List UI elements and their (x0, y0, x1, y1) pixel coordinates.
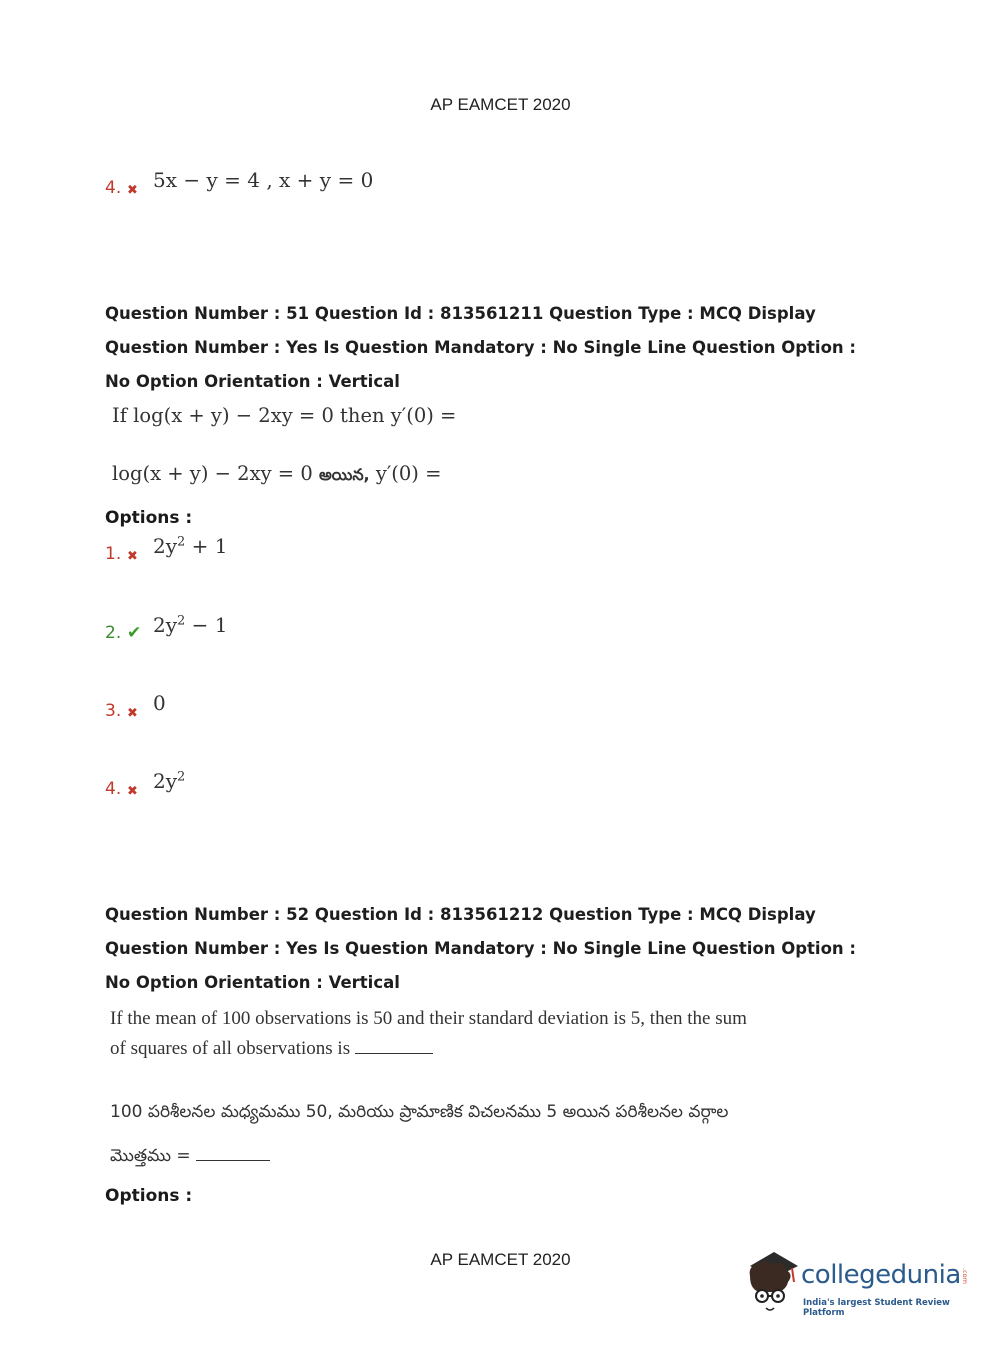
answer-blank (355, 1035, 433, 1054)
q51-expr-te: log(x + y) − 2xy = 0 (112, 462, 313, 485)
q51-then: then (333, 404, 391, 427)
option-math: 0 (153, 691, 166, 715)
q52-english-text: If the mean of 100 observations is 50 and their standard deviation is 5, then the sum of squares of all observations is (110, 1008, 747, 1059)
q51-english (112, 404, 456, 427)
q51-rhs-te: y′(0) = (375, 462, 442, 485)
q52-meta: Question Number : 52 Question Id : 813561212 Question Type : MCQ Display Question Number : Yes Is Question Mandatory : No Single Line Question Option : No Option Orientation : Vertical (105, 905, 857, 992)
mascot-icon (742, 1246, 802, 1316)
logo-tagline: India's largest Student Review Platform (803, 1298, 950, 1318)
cross-icon: ✖ (127, 182, 138, 197)
option-number: 4. (105, 178, 122, 198)
option-math: $2y^2 + 1$ (153, 534, 228, 558)
answer-blank (196, 1142, 270, 1161)
option-number: 3. (105, 701, 122, 721)
logo-brand: collegedunia (801, 1260, 961, 1290)
q52-english (110, 1004, 750, 1064)
q52-telugu-text: 100 పరిశీలనల మధ్యమము 50, మరియు ప్రామాణిక విచలనము 5 అయిన పరిశీలనల వర్గాల మొత్తము = (110, 1102, 729, 1166)
option-1 (105, 534, 228, 564)
page-footer: AP EAMCET 2020 (430, 1250, 571, 1269)
cross-icon: ✖ (127, 783, 138, 798)
collegedunia-logo (742, 1246, 972, 1326)
logo-suffix: .com (961, 1268, 969, 1284)
prev-option-4 (105, 168, 374, 198)
option-2 (105, 613, 228, 643)
check-icon: ✔ (127, 623, 142, 642)
cross-icon: ✖ (127, 705, 138, 720)
cross-icon: ✖ (127, 548, 138, 563)
option-math: $2y^2$ (153, 769, 186, 793)
option-math: 5x − y = 4 , x + y = 0 (153, 168, 374, 192)
page-header: AP EAMCET 2020 (430, 95, 571, 114)
q51-rhs: y′(0) = (390, 404, 457, 427)
option-3 (105, 691, 166, 721)
q51-expr: log(x + y) − 2xy = 0 (133, 404, 334, 427)
q51-meta: Question Number : 51 Question Id : 813561211 Question Type : MCQ Display Question Number : Yes Is Question Mandatory : No Single Line Question Option : No Option Orientation : Vertical (105, 304, 857, 391)
option-number: 1. (105, 544, 122, 564)
option-4 (105, 769, 186, 799)
q51-telugu (112, 462, 441, 488)
q51-telugu-word: అయిన, (318, 465, 370, 484)
q51-options-label: Options : (105, 508, 193, 528)
option-math: $2y^2 - 1$ (153, 613, 228, 637)
option-number: 4. (105, 779, 122, 799)
q52-options-label: Options : (105, 1186, 193, 1206)
q52-telugu (110, 1090, 730, 1178)
option-number: 2. (105, 623, 122, 643)
q51-if: If (112, 404, 134, 427)
